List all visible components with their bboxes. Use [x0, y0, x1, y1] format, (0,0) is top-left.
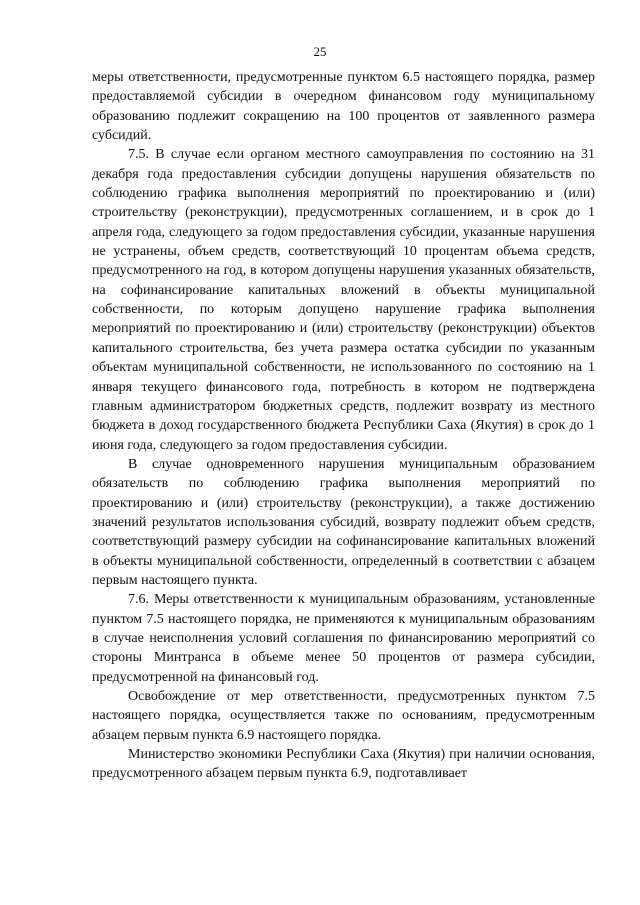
document-body — [92, 68, 595, 784]
paragraph-7-5: 7.5. В случае если органом местного самоуправления по состоянию на 31 декабря года предоставления субсидии допущены нарушения обязательств по соблюдению графика выполнения мероприятий по проектированию и (или) строительству (реконструкции), предусмотренных соглашением, и в срок до 1 апреля года, следующего за годом предоставления субсидии, указанные нарушения не устранены, объем средств, соответствующий 10 процентам объема средств, предусмотренного на год, в котором допущены нарушения указанных обязательств, на софинансирование капитальных вложений в объекты муниципальной собственности, по которым допущено нарушение графика выполнения мероприятий по проектированию и (или) строительству (реконструкции) объектов капитального строительства, без учета размера остатка субсидии по указанным объектам муниципальной собственности, не использованного по состоянию на 1 января текущего финансового года, потребность в котором не подтверждена главным администратором бюджетных средств, подлежит возврату из местного бюджета в доход государственного бюджета Республики Саха (Якутия) в срок до 1 июня года, следующего за годом предоставления субсидии. — [92, 147, 595, 453]
paragraph-7-6: 7.6. Меры ответственности к муниципальным образованиям, установленные пунктом 7.5 настоящего порядка, не применяются к муниципальным образованиям в случае неисполнения условий соглашения по финансированию мероприятий со стороны Минтранса в объеме менее 50 процентов от размера субсидии, предусмотренной на финансовый год. — [92, 592, 595, 685]
paragraph-continuation: меры ответственности, предусмотренные пунктом 6.5 настоящего порядка, размер предоставляемой субсидии в очередном финансовом году муниципальному образованию подлежит сокращению на 100 процентов от заявленного размера субсидий. — [92, 70, 595, 144]
paragraph-ministry-economy: Министерство экономики Республики Саха (Якутия) при наличии основания, предусмотренного абзацем первым пункта 6.9, подготавливает — [92, 747, 595, 782]
paragraph-simultaneous-violation: В случае одновременного нарушения муниципальным образованием обязательств по соблюдению графика выполнения мероприятий по проектированию и (или) строительству (реконструкции), а также достижению значений результатов использования субсидий, возврату подлежит объем средств, соответствующий размеру субсидии на софинансирование капитальных вложений в объекты муниципальной собственности, определенный в соответствии с абзацем первым настоящего пункта. — [92, 456, 595, 588]
paragraph-exemption: Освобождение от мер ответственности, предусмотренных пунктом 7.5 настоящего порядка, осуществляется также по основаниям, предусмотренным абзацем первым пункта 6.9 настоящего порядка. — [92, 689, 595, 743]
page-number: 25 — [313, 44, 327, 59]
